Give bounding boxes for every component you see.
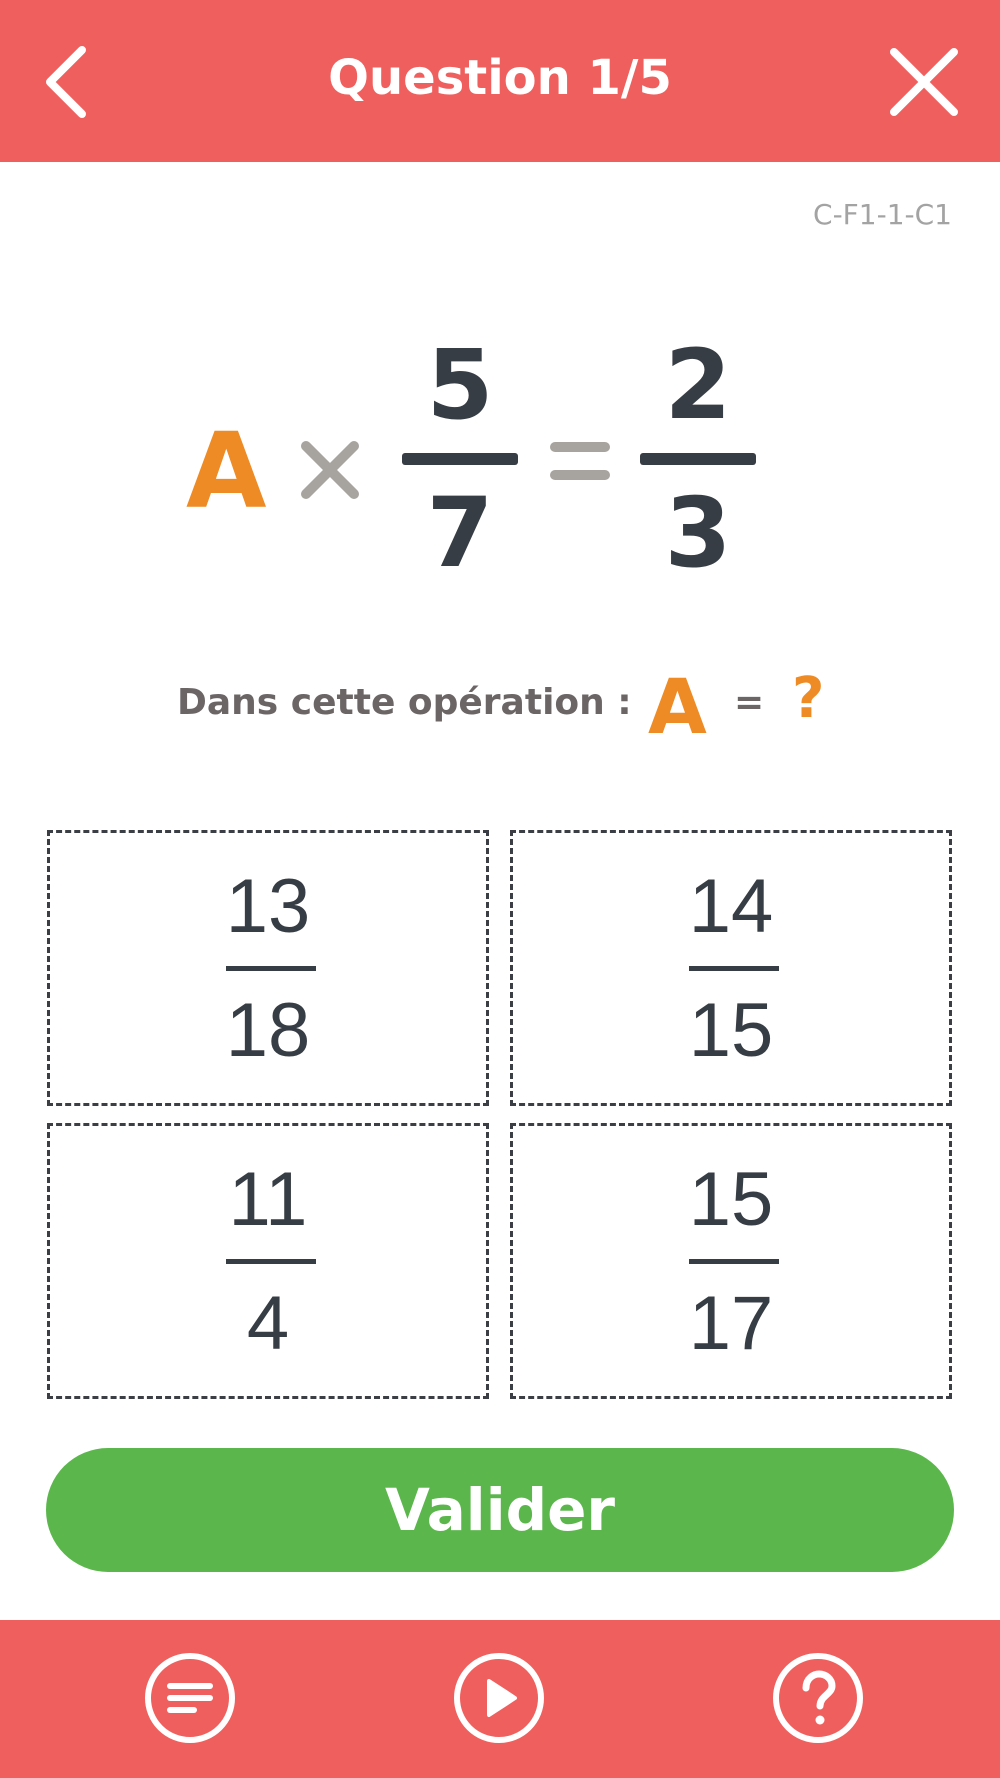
page-title: Question 1/5 <box>328 50 672 106</box>
choice-fraction-bar <box>226 1259 316 1264</box>
menu-icon <box>142 1650 238 1746</box>
equation <box>0 330 1000 590</box>
left-fraction-numerator: 5 <box>426 329 494 441</box>
header-bar <box>0 0 1000 162</box>
left-fraction-bar <box>402 453 518 465</box>
choice-fraction-bar <box>689 966 779 971</box>
answer-choice-1[interactable] <box>47 830 489 1106</box>
help-button[interactable] <box>770 1650 866 1746</box>
play-button[interactable] <box>451 1650 547 1746</box>
right-fraction-denominator: 3 <box>664 477 732 589</box>
menu-button[interactable] <box>142 1650 238 1746</box>
prompt-equals: = <box>734 682 765 723</box>
prompt-unknown: A <box>648 662 707 751</box>
choice-numerator: 13 <box>225 864 311 949</box>
play-icon <box>451 1650 547 1746</box>
choice-numerator: 11 <box>228 1157 308 1242</box>
right-fraction-bar <box>640 453 756 465</box>
answer-choice-4[interactable] <box>510 1123 952 1399</box>
close-icon <box>888 46 960 118</box>
help-icon <box>770 1650 866 1746</box>
choice-numerator: 15 <box>688 1157 774 1242</box>
choice-denominator: 18 <box>225 988 311 1073</box>
equation-unknown: A <box>186 410 267 532</box>
bottom-toolbar <box>0 1620 1000 1778</box>
multiply-icon <box>298 438 362 502</box>
answer-choice-2[interactable] <box>510 830 952 1106</box>
validate-button[interactable]: Valider <box>46 1448 954 1572</box>
prompt-question-mark: ? <box>792 666 825 731</box>
prompt-text: Dans cette opération : <box>177 682 632 723</box>
choice-denominator: 17 <box>688 1281 774 1366</box>
answer-choice-3[interactable] <box>47 1123 489 1399</box>
choice-denominator: 4 <box>246 1281 290 1366</box>
choice-fraction-bar <box>226 966 316 971</box>
question-code: C-F1-1-C1 <box>813 198 952 231</box>
choice-numerator: 14 <box>688 864 774 949</box>
right-fraction-numerator: 2 <box>664 329 732 441</box>
choice-denominator: 15 <box>688 988 774 1073</box>
equals-sign <box>550 442 610 498</box>
choice-fraction-bar <box>689 1259 779 1264</box>
left-fraction-denominator: 7 <box>426 477 494 589</box>
question-prompt <box>0 662 1000 751</box>
close-button[interactable] <box>888 46 960 118</box>
